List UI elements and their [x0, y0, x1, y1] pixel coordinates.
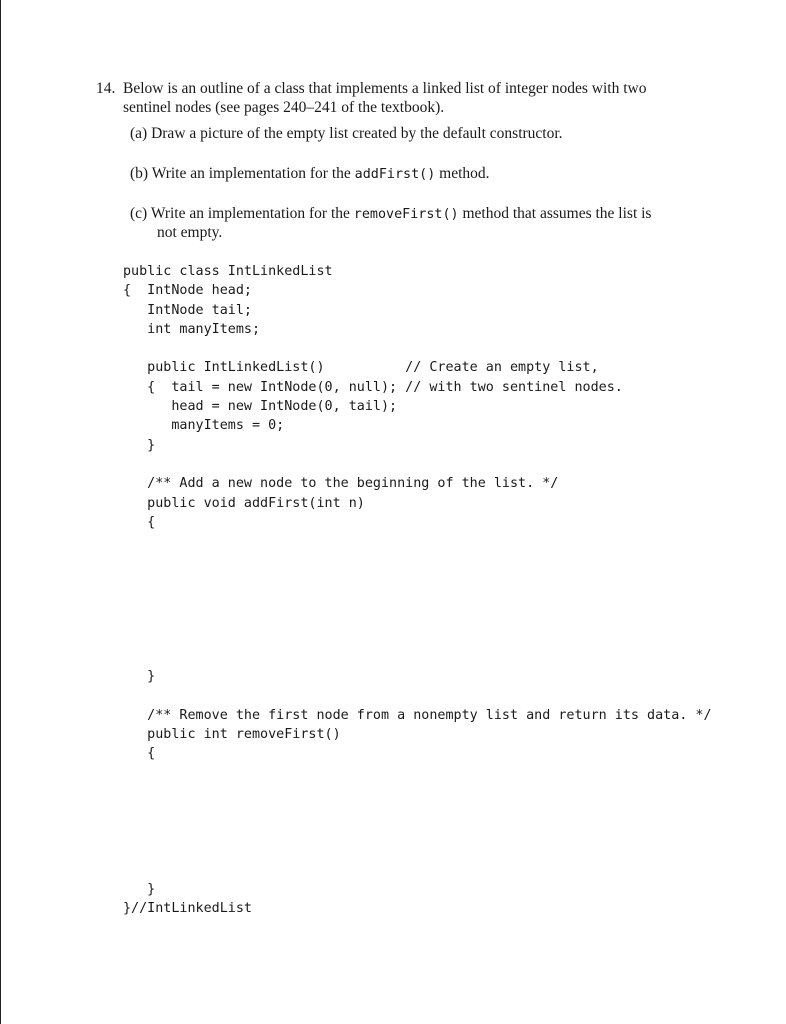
part-b [130, 164, 490, 184]
code-line [123, 687, 712, 706]
code-line [123, 629, 712, 648]
code-line: }//IntLinkedList [123, 900, 252, 916]
question-intro-line-2: sentinel nodes (see pages 240–241 of the textbook). [123, 99, 445, 116]
code-line [123, 841, 712, 860]
code-line: head = new IntNode(0, tail); [123, 399, 398, 415]
code-line: IntNode tail; [123, 302, 252, 318]
code-line [123, 860, 712, 879]
code-line [123, 609, 712, 628]
code-line: } [123, 437, 156, 453]
part-c [130, 204, 651, 224]
code-line: { [123, 746, 156, 762]
code-line: /** Add a new node to the beginning of the list. */ [123, 476, 559, 492]
code-line: manyItems = 0; [123, 418, 285, 434]
code-line [123, 802, 712, 821]
part-c-label: (c) [130, 205, 148, 222]
code-line [123, 571, 712, 590]
code-line: } [123, 881, 156, 897]
code-line [123, 590, 712, 609]
code-line [123, 783, 712, 802]
part-c-continuation: not empty. [157, 224, 223, 241]
code-line [123, 648, 712, 667]
code-line: public class IntLinkedList [123, 264, 333, 279]
part-b-text: Write an implementation for the [151, 165, 351, 182]
part-c-text-after: method that assumes the list is [462, 205, 652, 222]
part-c-text: Write an implementation for the [150, 205, 350, 222]
code-line [123, 339, 712, 358]
code-line: public int removeFirst() [123, 727, 341, 743]
part-a-text: Draw a picture of the empty list created by the default constructor. [151, 125, 563, 142]
part-c-method-name: removeFirst() [353, 207, 459, 222]
code-line: public void addFirst(int n) [123, 495, 365, 511]
code-line: public IntLinkedList() // Create an empty list, [123, 360, 599, 376]
code-line: } [123, 669, 156, 685]
code-line [123, 551, 712, 570]
part-a-label: (a) [130, 125, 148, 142]
code-line [123, 764, 712, 783]
code-line [123, 822, 712, 841]
part-a [130, 124, 563, 143]
code-line: int manyItems; [123, 321, 261, 337]
code-line [123, 455, 712, 474]
part-b-label: (b) [130, 165, 149, 182]
code-line: { IntNode head; [123, 283, 252, 299]
code-listing [123, 262, 712, 918]
question-number: 14. [96, 80, 116, 97]
question-intro-line-1: Below is an outline of a class that implements a linked list of integer nodes with two [123, 80, 647, 97]
part-b-method-name: addFirst() [354, 167, 436, 182]
code-line: { tail = new IntNode(0, null); // with two sentinel nodes. [123, 379, 623, 395]
part-b-text-after: method. [439, 165, 490, 182]
code-line [123, 532, 712, 551]
page-edge-line [0, 0, 1, 1024]
code-line: { [123, 514, 156, 530]
code-line: /** Remove the first node from a nonempty list and return its data. */ [123, 707, 712, 723]
